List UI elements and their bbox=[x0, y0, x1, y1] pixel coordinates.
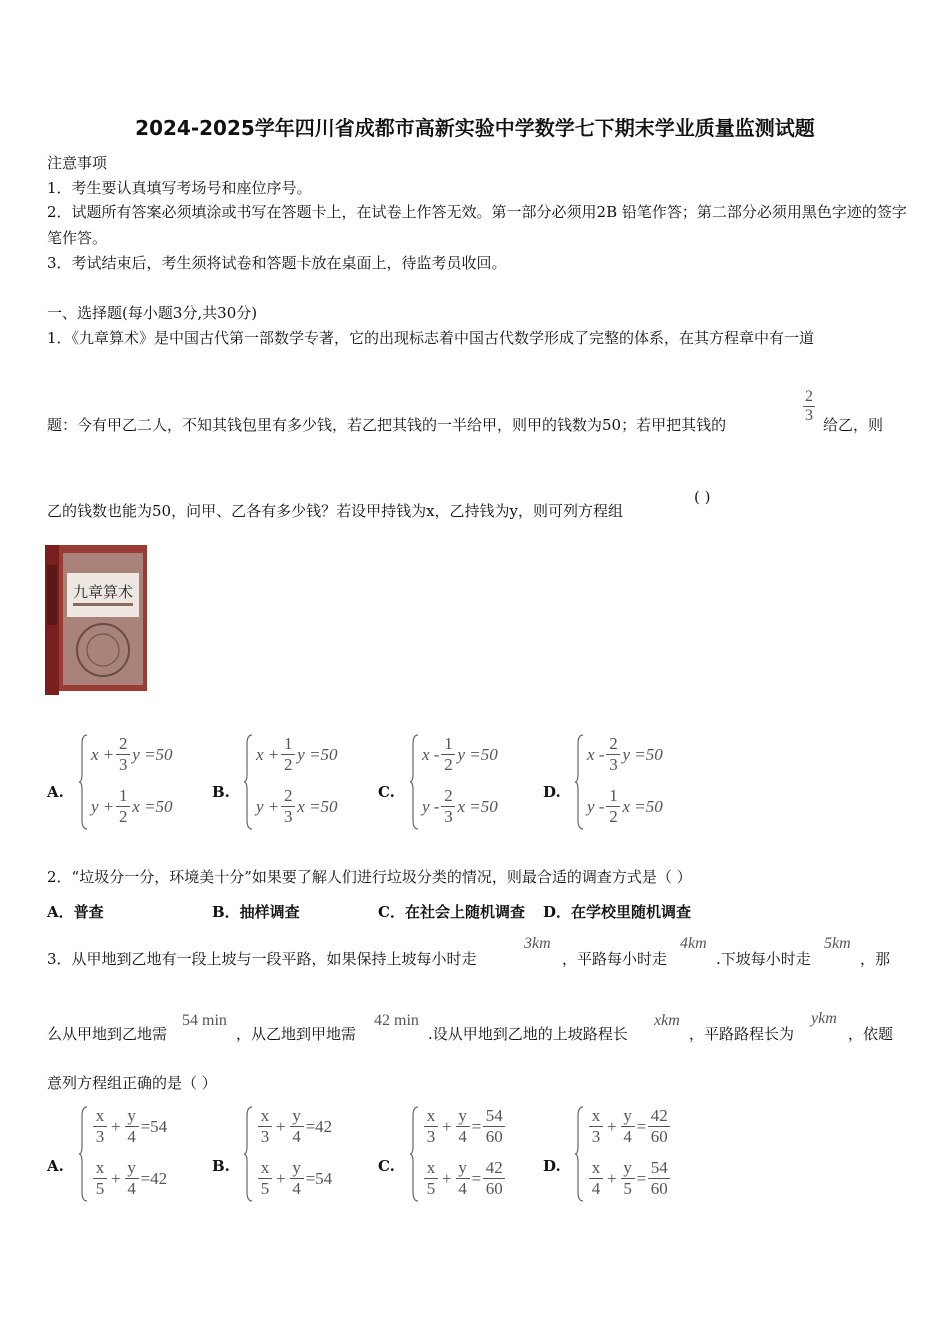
q3-var-x: xkm bbox=[654, 1012, 680, 1029]
q1-option-c-system[interactable] bbox=[410, 734, 530, 830]
equation-row bbox=[91, 786, 173, 827]
q2-option-a[interactable]: A．普查 bbox=[47, 903, 104, 921]
q3-option-c-system[interactable] bbox=[410, 1106, 540, 1202]
fraction-numerator: 1 bbox=[284, 734, 293, 753]
plus-sign: + bbox=[276, 1168, 286, 1188]
fraction bbox=[93, 1106, 107, 1147]
fraction-numerator: x bbox=[260, 1106, 270, 1125]
fraction bbox=[116, 786, 130, 827]
q3-line2a: 么从甲地到乙地需 bbox=[47, 1025, 168, 1043]
equation-term: y + bbox=[256, 796, 280, 816]
fraction-denominator: 3 bbox=[609, 755, 618, 774]
q3-option-c-label[interactable]: C. bbox=[378, 1157, 395, 1175]
equals-sign: =54 bbox=[140, 1116, 168, 1136]
q3-time-back: 42 min bbox=[374, 1012, 419, 1029]
fraction-denominator: 2 bbox=[119, 807, 128, 826]
equals-sign: = bbox=[471, 1168, 482, 1188]
fraction-numerator: 1 bbox=[119, 786, 128, 805]
fraction bbox=[290, 1106, 304, 1147]
notice-heading: 注意事项 bbox=[47, 154, 108, 172]
fraction-numerator: y bbox=[292, 1106, 301, 1125]
equation-term: y =50 bbox=[132, 744, 173, 764]
fraction bbox=[441, 734, 455, 775]
equals-sign: =54 bbox=[305, 1168, 333, 1188]
fraction-numerator: x bbox=[591, 1106, 601, 1125]
q1-line1: 1．《九章算术》是中国古代第一部数学专著，它的出现标志着中国古代数学形成了完整的体系，在其方程章中有一道 bbox=[47, 329, 815, 347]
q3-line1a: 3．从甲地到乙地有一段上坡与一段平路，如果保持上坡每小时走 bbox=[47, 950, 477, 968]
q3-line1c: .下坡每小时走 bbox=[716, 950, 811, 968]
q1-answer-paren: ( ) bbox=[694, 488, 711, 506]
equation-row bbox=[587, 1158, 672, 1199]
fraction bbox=[483, 1158, 505, 1199]
fraction-numerator: x bbox=[95, 1106, 105, 1125]
fraction-denominator: 5 bbox=[426, 1179, 436, 1198]
fraction-numerator: y bbox=[292, 1158, 301, 1177]
q3-option-b-label[interactable]: B. bbox=[212, 1157, 230, 1175]
equation-row bbox=[256, 1158, 332, 1199]
equation-term: x - bbox=[587, 744, 605, 764]
fraction-numerator: x bbox=[426, 1106, 436, 1125]
fraction-denominator: 4 bbox=[292, 1179, 301, 1198]
equation-row bbox=[256, 734, 338, 775]
equation-term: x - bbox=[422, 744, 440, 764]
equation-term: y - bbox=[587, 796, 605, 816]
q3-line1d: ，那 bbox=[860, 950, 891, 968]
equation-term: y + bbox=[91, 796, 115, 816]
plus-sign: + bbox=[442, 1116, 452, 1136]
q3-option-d-system[interactable] bbox=[575, 1106, 705, 1202]
fraction bbox=[258, 1158, 272, 1199]
fraction bbox=[125, 1158, 139, 1199]
equals-sign: = bbox=[636, 1168, 647, 1188]
fraction-numerator: y bbox=[127, 1106, 136, 1125]
fraction-denominator: 5 bbox=[260, 1179, 270, 1198]
fraction bbox=[424, 1158, 438, 1199]
fraction bbox=[125, 1106, 139, 1147]
fraction-denominator: 3 bbox=[260, 1127, 270, 1146]
fraction bbox=[456, 1158, 470, 1199]
q2-option-d[interactable]: D．在学校里随机调查 bbox=[543, 903, 692, 921]
fraction-numerator: 2 bbox=[609, 734, 618, 753]
fraction-denominator: 3 bbox=[591, 1127, 601, 1146]
q3-downhill-speed: 5km bbox=[824, 935, 851, 952]
fraction-numerator: 42 bbox=[485, 1158, 503, 1177]
fraction-numerator: x bbox=[426, 1158, 436, 1177]
equation-row bbox=[91, 1158, 167, 1199]
q3-line2c: .设从甲地到乙地的上坡路程长 bbox=[428, 1025, 628, 1043]
fraction bbox=[116, 734, 130, 775]
equation-term: y =50 bbox=[297, 744, 338, 764]
equation-row bbox=[256, 1106, 332, 1147]
equation-term: x =50 bbox=[622, 796, 663, 816]
q3-line3: 意列方程组正确的是（ ） bbox=[47, 1074, 217, 1092]
q1-option-c-label[interactable]: C. bbox=[378, 783, 395, 801]
book-title-text: 九章算术 bbox=[72, 583, 134, 601]
q1-line2 bbox=[47, 414, 726, 435]
brace-icon bbox=[410, 734, 420, 830]
q3-line2e: ，依题 bbox=[848, 1025, 894, 1043]
fraction-denominator: 4 bbox=[458, 1127, 467, 1146]
equation-row bbox=[422, 734, 498, 775]
q1-option-b-label[interactable]: B. bbox=[212, 783, 230, 801]
q3-line1b: ，平路每小时走 bbox=[562, 950, 668, 968]
equation-row bbox=[422, 1106, 507, 1147]
equation-row bbox=[91, 734, 173, 775]
fraction-denominator: 60 bbox=[485, 1127, 503, 1146]
q1-option-b-system[interactable] bbox=[244, 734, 364, 830]
fraction-denominator: 3 bbox=[284, 807, 293, 826]
q1-option-d-label[interactable]: D. bbox=[543, 783, 561, 801]
equation-row bbox=[587, 1106, 672, 1147]
fraction bbox=[258, 1106, 272, 1147]
fraction-numerator: x bbox=[95, 1158, 105, 1177]
fraction-numerator: 2 bbox=[119, 734, 128, 753]
q3-option-a-label[interactable]: A. bbox=[47, 1157, 64, 1175]
equation-term: x + bbox=[256, 744, 280, 764]
fraction-denominator: 3 bbox=[119, 755, 128, 774]
brace-icon bbox=[79, 734, 89, 830]
fraction bbox=[290, 1158, 304, 1199]
fraction-denominator: 4 bbox=[591, 1179, 601, 1198]
fraction bbox=[621, 1106, 635, 1147]
fraction-denominator: 3 bbox=[95, 1127, 105, 1146]
brace-icon bbox=[410, 1106, 420, 1202]
q3-line2d: ，平路路程长为 bbox=[689, 1025, 795, 1043]
fraction-denominator: 2 bbox=[609, 807, 618, 826]
brace-icon bbox=[244, 1106, 254, 1202]
page-title: 2024-2025学年四川省成都市高新实验中学数学七下期末学业质量监测试题 bbox=[135, 116, 815, 140]
q3-option-b-system[interactable] bbox=[244, 1106, 374, 1202]
equation-row bbox=[91, 1106, 167, 1147]
q3-time-go: 54 min bbox=[182, 1012, 227, 1029]
equation-row bbox=[422, 786, 498, 827]
fraction-numerator: y bbox=[458, 1158, 467, 1177]
fraction bbox=[621, 1158, 635, 1199]
fraction-numerator: y bbox=[458, 1106, 467, 1125]
fraction-denominator: 3 bbox=[444, 807, 453, 826]
fraction bbox=[281, 734, 295, 775]
fraction bbox=[589, 1158, 603, 1199]
notice-item-1: 1．考生要认真填写考场号和座位序号。 bbox=[47, 179, 312, 197]
fraction-denominator: 60 bbox=[650, 1179, 668, 1198]
q3-var-y: ykm bbox=[811, 1010, 837, 1027]
fraction-numerator: 54 bbox=[485, 1106, 503, 1125]
equation-term: x =50 bbox=[132, 796, 173, 816]
q3-uphill-speed: 3km bbox=[524, 935, 551, 952]
fraction bbox=[281, 786, 295, 827]
plus-sign: + bbox=[607, 1168, 617, 1188]
fraction-numerator: y bbox=[623, 1158, 632, 1177]
equals-sign: = bbox=[471, 1116, 482, 1136]
fraction-denominator: 5 bbox=[95, 1179, 105, 1198]
fraction-numerator: 2 bbox=[444, 786, 453, 805]
fraction bbox=[606, 734, 620, 775]
fraction-denominator: 5 bbox=[623, 1179, 632, 1198]
q1-frac-den: 3 bbox=[805, 407, 813, 424]
q1-frac-num: 2 bbox=[805, 388, 813, 405]
fraction bbox=[606, 786, 620, 827]
equation-row bbox=[256, 786, 338, 827]
equation-row bbox=[587, 734, 663, 775]
fraction bbox=[456, 1106, 470, 1147]
q1-line2a: 题：今有甲乙二人，不知其钱包里有多少钱，若乙把其钱的一半给甲，则甲的钱数为50；若甲把其钱的 bbox=[47, 416, 727, 434]
equals-sign: =42 bbox=[140, 1168, 168, 1188]
equation-term: x =50 bbox=[297, 796, 338, 816]
brace-icon bbox=[575, 1106, 585, 1202]
fraction bbox=[93, 1158, 107, 1199]
fraction-denominator: 60 bbox=[650, 1127, 668, 1146]
equation-term: y - bbox=[422, 796, 440, 816]
q3-line2b: ，从乙地到甲地需 bbox=[236, 1025, 357, 1043]
fraction-numerator: 1 bbox=[444, 734, 453, 753]
q1-option-a-system[interactable] bbox=[79, 734, 199, 830]
fraction-numerator: 2 bbox=[284, 786, 293, 805]
equation-term: x =50 bbox=[457, 796, 498, 816]
fraction bbox=[648, 1106, 670, 1147]
fraction bbox=[424, 1106, 438, 1147]
fraction-denominator: 3 bbox=[426, 1127, 436, 1146]
fraction-numerator: 54 bbox=[650, 1158, 668, 1177]
fraction-numerator: y bbox=[127, 1158, 136, 1177]
equals-sign: = bbox=[636, 1116, 647, 1136]
fraction-denominator: 4 bbox=[127, 1179, 136, 1198]
fraction bbox=[648, 1158, 670, 1199]
section-heading: 一、选择题(每小题3分,共30分) bbox=[47, 304, 258, 322]
fraction-denominator: 4 bbox=[292, 1127, 301, 1146]
fraction-numerator: y bbox=[623, 1106, 632, 1125]
fraction bbox=[441, 786, 455, 827]
q1-fraction bbox=[803, 388, 815, 425]
equation-term: y =50 bbox=[622, 744, 663, 764]
q1-line3: 乙的钱数也能为50，问甲、乙各有多少钱？若设甲持钱为x，乙持钱为y，则可列方程组 bbox=[47, 502, 624, 520]
fraction-numerator: 1 bbox=[609, 786, 618, 805]
equation-term: y =50 bbox=[457, 744, 498, 764]
fraction-denominator: 2 bbox=[444, 755, 453, 774]
notice-item-3: 3．考试结束后，考生须将试卷和答题卡放在桌面上，待监考员收回。 bbox=[47, 254, 507, 272]
plus-sign: + bbox=[111, 1168, 121, 1188]
brace-icon bbox=[244, 734, 254, 830]
plus-sign: + bbox=[111, 1116, 121, 1136]
fraction bbox=[589, 1106, 603, 1147]
q3-option-d-label[interactable]: D. bbox=[543, 1157, 561, 1175]
brace-icon bbox=[575, 734, 585, 830]
fraction-denominator: 4 bbox=[458, 1179, 467, 1198]
fraction-denominator: 2 bbox=[284, 755, 293, 774]
fraction-numerator: x bbox=[591, 1158, 601, 1177]
fraction-denominator: 60 bbox=[485, 1179, 503, 1198]
brace-icon bbox=[79, 1106, 89, 1202]
notice-item-2: 2．试题所有答案必须填涂或书写在答题卡上，在试卷上作答无效。第一部分必须用2B 铅笔作答；第二部分必须用黑色字迹的签字笔作答。 bbox=[47, 203, 907, 247]
q3-option-a-system[interactable] bbox=[79, 1106, 209, 1202]
fraction-numerator: x bbox=[260, 1158, 270, 1177]
equals-sign: =42 bbox=[305, 1116, 333, 1136]
equation-row bbox=[422, 1158, 507, 1199]
fraction bbox=[483, 1106, 505, 1147]
fraction-denominator: 4 bbox=[623, 1127, 632, 1146]
q1-option-a-label[interactable]: A. bbox=[47, 783, 64, 801]
equation-row bbox=[587, 786, 663, 827]
q2-option-b[interactable]: B．抽样调查 bbox=[212, 903, 300, 921]
q1-line2b: 给乙，则 bbox=[823, 416, 884, 434]
q3-flat-speed: 4km bbox=[680, 935, 707, 952]
q2-option-c[interactable]: C．在社会上随机调查 bbox=[378, 903, 525, 921]
fraction-denominator: 4 bbox=[127, 1127, 136, 1146]
plus-sign: + bbox=[442, 1168, 452, 1188]
fraction-numerator: 42 bbox=[650, 1106, 668, 1125]
equation-term: x + bbox=[91, 744, 115, 764]
q1-option-d-system[interactable] bbox=[575, 734, 695, 830]
q2-stem: 2．“垃圾分一分，环境美十分”如果要了解人们进行垃圾分类的情况，则最合适的调查方式是（ ） bbox=[47, 868, 692, 886]
book-cover-image bbox=[45, 545, 147, 695]
plus-sign: + bbox=[607, 1116, 617, 1136]
plus-sign: + bbox=[276, 1116, 286, 1136]
